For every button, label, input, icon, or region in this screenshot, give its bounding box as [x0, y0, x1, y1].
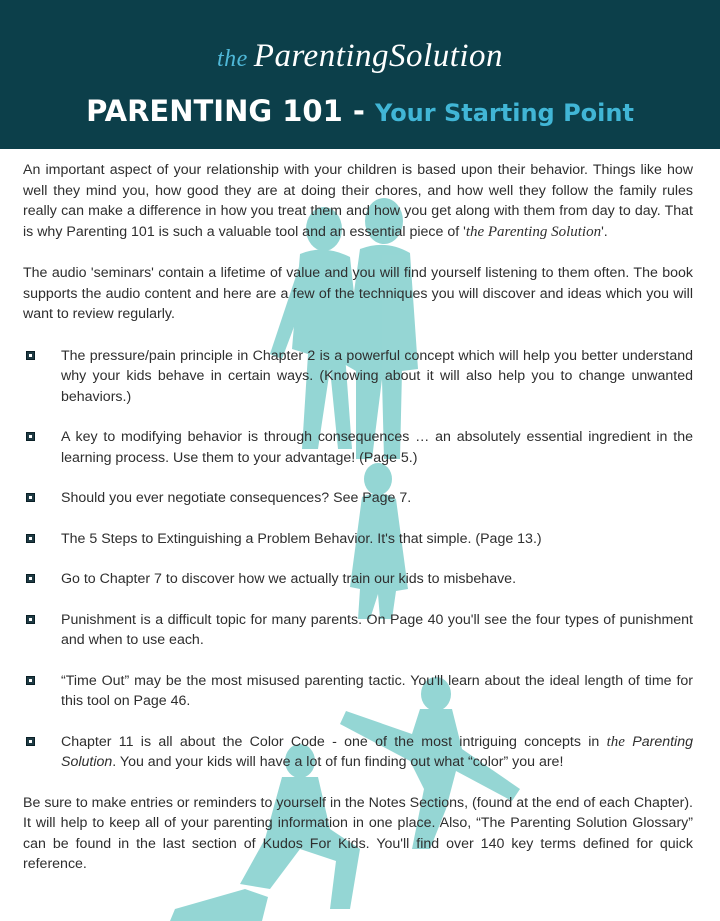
list-item: Chapter 11 is all about the Color Code - one of the most intriguing concepts in the Parenting Solution. You and your kids will have a lot of fun finding out what “color” you are!: [23, 732, 693, 773]
list-item: Punishment is a difficult topic for many parents. On Page 40 you'll see the four types of punishment and when to use each.: [23, 610, 693, 651]
square-bullet-icon: [26, 615, 35, 624]
header-banner: [0, 0, 720, 149]
list-item: The pressure/pain principle in Chapter 2 is a powerful concept which will help you better understand why your kids behave in certain ways. (Knowing about it will also help you to change unwanted behaviors.): [23, 346, 693, 408]
square-bullet-icon: [26, 432, 35, 441]
main-content: [23, 160, 693, 875]
square-bullet-icon: [26, 493, 35, 502]
square-bullet-icon: [26, 534, 35, 543]
audio-paragraph: The audio 'seminars' contain a lifetime of value and you will find yourself listening to them often. The book supports the audio content and here are a few of the techniques you will discover and ideas which you will want to review regularly.: [23, 265, 693, 322]
page-title: [0, 94, 720, 128]
headline-main: PARENTING 101 -: [86, 94, 376, 128]
list-item: The 5 Steps to Extinguishing a Problem Behavior. It's that simple. (Page 13.): [23, 529, 693, 550]
list-item: A key to modifying behavior is through consequences … an absolutely essential ingredient in the learning process. Use them to your advantage! (Page 5.): [23, 427, 693, 468]
list-item: Should you ever negotiate consequences? See Page 7.: [23, 488, 693, 509]
brand-title: [0, 38, 720, 75]
headline-subtitle: Your Starting Point: [375, 99, 634, 127]
intro-text: An important aspect of your relationship with your children is based upon their behavior. Things like how well they mind you, how good they are at doing their chores, and how well they follow the family rules really can make a difference in how you treat them and how you get along with them from day to day. That is why Parenting 101 is such a valuable tool and an essential piece of ': [23, 162, 693, 240]
square-bullet-icon: [26, 676, 35, 685]
square-bullet-icon: [26, 351, 35, 360]
brand-prefix: the: [216, 46, 248, 72]
list-item: “Time Out” may be the most misused parenting tactic. You'll learn about the ideal length of time for this tool on Page 46.: [23, 671, 693, 712]
intro-italic-title: the Parenting Solution: [465, 223, 602, 240]
square-bullet-icon: [26, 574, 35, 583]
brand-name: ParentingSolution: [253, 38, 504, 74]
intro-text-end: '.: [601, 223, 608, 240]
list-item: Go to Chapter 7 to discover how we actually train our kids to misbehave.: [23, 569, 693, 590]
square-bullet-icon: [26, 737, 35, 746]
technique-list: [23, 346, 693, 773]
intro-paragraph: [23, 160, 693, 242]
closing-paragraph: Be sure to make entries or reminders to yourself in the Notes Sections, (found at the end of each Chapter). It will help to keep all of your parenting information in one place. Also, “The Parenting Solution Glossary” can be found in the last section of Kudos For Kids. You'll find over 140 key terms defined for quick reference.: [23, 794, 693, 872]
